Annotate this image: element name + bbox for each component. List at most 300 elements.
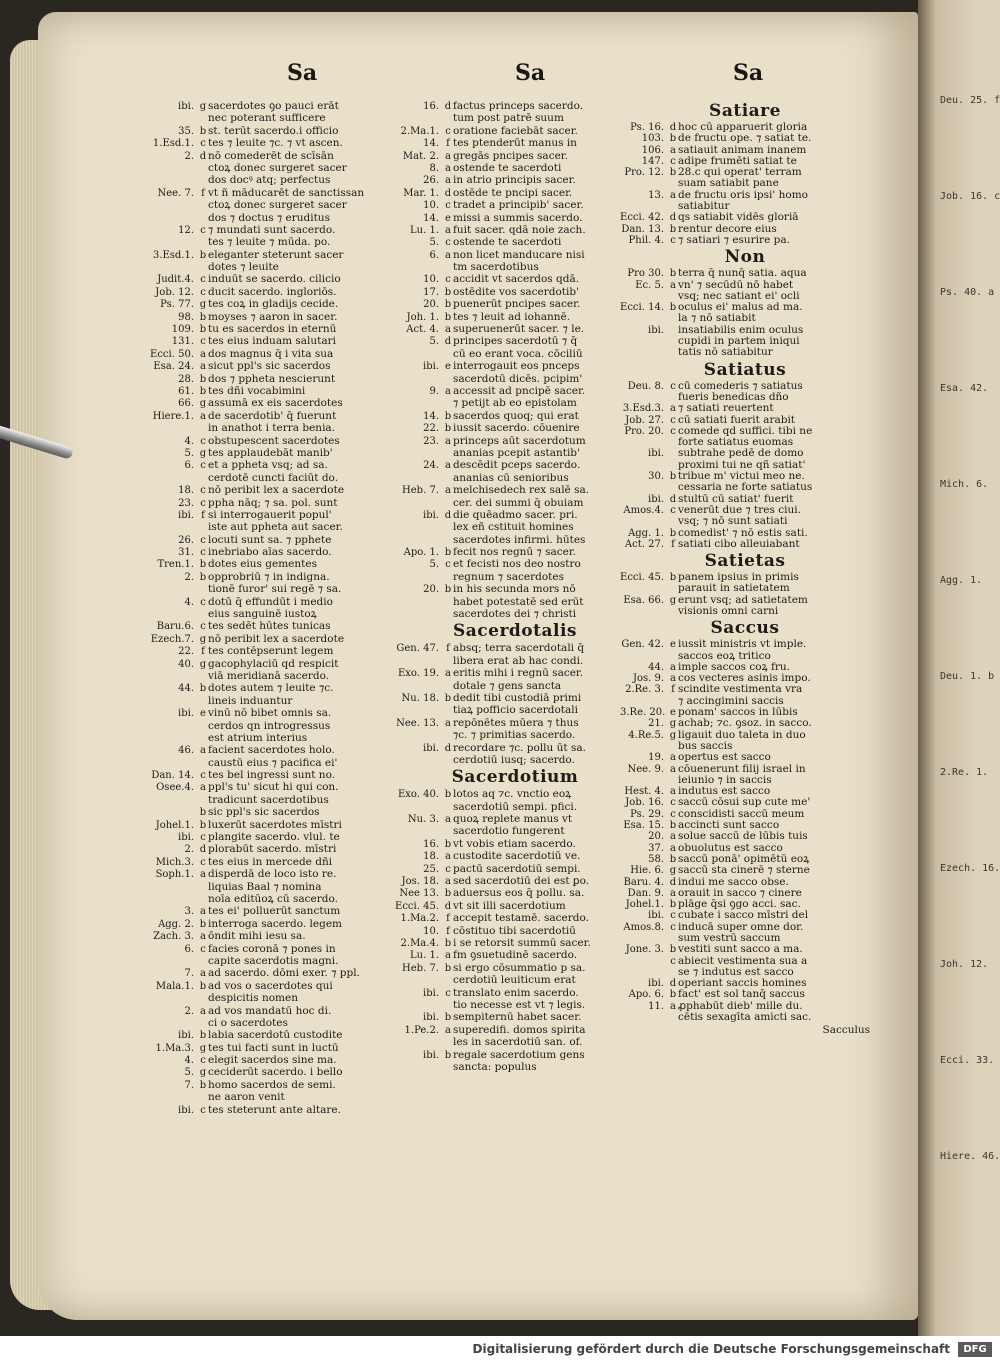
entry-letter: a [200, 1005, 206, 1017]
entry-letter: b [669, 820, 677, 832]
entry-letter: b [199, 125, 207, 137]
entry-text: dos ⁊ ppheta nescierunt [208, 372, 336, 385]
entry-text: cubate i sacco mīstri del [678, 910, 809, 922]
index-entry [150, 1091, 410, 1103]
entry-reference: 5. [429, 237, 439, 249]
entry-reference: 3.Esd.3. [622, 403, 664, 415]
entry-letter: b [199, 1030, 207, 1042]
entry-text: la ⁊ nō satiabit [678, 313, 756, 325]
entry-text: tes tui facti sunt in luctū [208, 1041, 339, 1054]
index-entry [620, 741, 870, 752]
entry-reference: 20. [423, 299, 439, 311]
entry-reference: 2. [184, 1005, 194, 1017]
entry-text: viā meridianā sacerdo. [208, 669, 330, 682]
entry-reference: 7. [184, 968, 194, 980]
entry-letter: c [200, 286, 206, 298]
entry-letter: a [670, 661, 676, 673]
entry-letter: b [444, 311, 452, 323]
entry-reference: 30. [648, 471, 664, 483]
entry-text: facies coronā ⁊ pones in [208, 942, 336, 955]
entry-letter: b [444, 423, 452, 435]
index-entry [395, 987, 635, 999]
entry-text: locuti sunt sa. ⁊ pphete [208, 533, 332, 546]
entry-text: vinū nō bibet omnis sa. [208, 707, 332, 720]
index-entry [620, 426, 870, 437]
index-entry [395, 974, 635, 986]
entry-text: opertus est sacco [678, 752, 771, 764]
entry-text: puenerūt pncipes sacer. [453, 298, 581, 311]
entry-text: ostende te sacerdoti [453, 161, 562, 174]
entry-text: tu es sacerdos in eternū [208, 323, 337, 336]
entry-text: induūt se sacerdo. cilicio [208, 273, 341, 286]
entry-reference: 46. [178, 745, 194, 757]
index-entry [150, 546, 410, 558]
entry-text: fm ꝯsuetudinē sacerdo. [453, 949, 578, 962]
entry-letter: d [444, 900, 452, 912]
entry-text: pactū sacerdotiū sempi. [453, 862, 581, 875]
entry-reference: Agg. 2. [158, 918, 194, 930]
entry-reference: 14. [423, 212, 439, 224]
entry-text: inducā super omne dor. [678, 921, 804, 933]
index-entry [620, 606, 870, 617]
entry-reference: Nee. 7. [157, 187, 194, 199]
entry-reference: Ps. 29. [630, 808, 664, 820]
entry-reference: Esa. 15. [623, 820, 664, 832]
column-2 [395, 100, 635, 1073]
index-entry [620, 684, 870, 695]
index-entry [620, 494, 870, 505]
entry-reference: 28. [178, 373, 194, 385]
entry-text: qs satiabit vidēs gloriā [678, 212, 799, 224]
page-head-left: Sa [287, 60, 318, 86]
entry-letter: c [200, 224, 206, 236]
index-rubric: Satiatus [703, 359, 787, 380]
entry-letter: a [445, 385, 451, 397]
entry-text: dotale ⁊ gens sancta [453, 679, 562, 692]
index-entry [150, 435, 410, 447]
entry-text: cerdotiū leuiticum erat [453, 974, 576, 987]
index-entry [620, 201, 870, 212]
index-entry [150, 273, 410, 285]
entry-text: vsq; ⁊ nō sunt satiati [678, 516, 788, 528]
entry-reference: Amos.8. [623, 921, 664, 933]
index-entry [150, 360, 410, 372]
entry-letter: c [670, 234, 676, 246]
index-entry [620, 956, 870, 967]
index-entry [395, 224, 635, 236]
entry-reference: 18. [423, 851, 439, 863]
index-entry [150, 608, 410, 620]
entry-letter: b [199, 571, 207, 583]
entry-text: tes applaudebāt manib' [208, 446, 333, 459]
index-entry [395, 335, 635, 347]
entry-text: plorabūt sacerdo. mīstri [208, 843, 337, 856]
index-entry [395, 125, 635, 137]
entry-reference: Dan. 9. [627, 887, 664, 899]
entry-text: vt ñ māducarēt de sanctissan [208, 186, 365, 199]
index-entry [395, 249, 635, 261]
entry-reference: Mich.3. [155, 856, 194, 868]
entry-letter: c [445, 559, 451, 571]
entry-text: ad vos o sacerdotes qui [208, 979, 333, 992]
index-entry [395, 150, 635, 162]
entry-letter: a [670, 279, 676, 291]
index-entry [150, 744, 410, 756]
entry-reference: 3.Re. 20. [620, 707, 666, 719]
index-entry [620, 843, 870, 854]
entry-reference: Jos. 9. [632, 673, 664, 685]
index-entry [395, 875, 635, 887]
entry-reference: Job. 12. [155, 286, 194, 298]
index-entry [620, 302, 870, 313]
index-entry [395, 962, 635, 974]
entry-reference: Dan. 13. [621, 223, 664, 235]
entry-text: non licet manducare nisi [453, 248, 585, 261]
facing-page-fragment: Ezech. 16. [940, 863, 1000, 874]
entry-reference: ibi. [423, 1012, 439, 1024]
entry-text: ⁊ satiari ⁊ esurire pa. [678, 234, 790, 246]
index-entry [395, 717, 635, 729]
entry-reference: Ec. 5. [635, 279, 664, 291]
index-entry [395, 788, 635, 800]
entry-letter: b [669, 268, 677, 280]
entry-letter: b [669, 167, 677, 179]
entry-text: ppl's tu' sicut hi qui con. [208, 781, 339, 794]
index-entry [150, 918, 410, 930]
entry-letter: c [445, 125, 451, 137]
entry-reference: 1.Ma.2. [400, 913, 439, 925]
index-entry [620, 978, 870, 989]
entry-text: est atrium interius [208, 731, 308, 744]
entry-text: obuolutus est sacco [678, 842, 783, 854]
entry-letter: c [445, 987, 451, 999]
entry-reference: Johel.1. [155, 819, 194, 831]
index-entry [150, 967, 410, 979]
entry-text: 28.c qui operat' terram [678, 167, 802, 179]
index-entry [150, 583, 410, 595]
entry-text: comedist' ⁊ nō estis sati. [678, 527, 808, 539]
entry-reference: 25. [423, 863, 439, 875]
entry-letter: f [671, 684, 675, 696]
entry-text: repōnētes mūera ⁊ thus [453, 716, 579, 729]
entry-text: dotes eius gementes [208, 558, 317, 571]
entry-reference: ibi. [648, 978, 664, 990]
facing-page-fragment: Deu. 25. f [940, 95, 1000, 106]
entry-reference: 3. [184, 906, 194, 918]
entry-letter: f [446, 913, 450, 925]
entry-text: labia sacerdotū custodite [208, 1029, 343, 1042]
entry-letter: a [445, 150, 451, 162]
index-entry [150, 187, 410, 199]
entry-reference: ibi. [648, 910, 664, 922]
index-entry [395, 323, 635, 335]
entry-text: sancta: populus [453, 1060, 537, 1073]
index-entry [150, 757, 410, 769]
entry-text: tatis nō satiabitur [678, 347, 773, 359]
index-entry [395, 137, 635, 149]
index-entry [620, 460, 870, 471]
entry-text: saccū cōsui sup cute me' [678, 797, 811, 809]
entry-letter: g [199, 299, 207, 311]
entry-letter: b [199, 807, 207, 819]
entry-letter: a [670, 144, 676, 156]
entry-text: sacerdotes dei ⁊ christi [453, 608, 577, 621]
entry-text: stultū cū satiat' fuerit [678, 493, 794, 505]
entry-letter: f [201, 509, 205, 521]
entry-text: tionē furor' sui regē ⁊ sa. [208, 583, 342, 596]
entry-letter: a [445, 175, 451, 187]
entry-text: vt sit illi sacerdotium [453, 899, 566, 912]
entry-letter: a [445, 717, 451, 729]
entry-letter: a [445, 435, 451, 447]
entry-text: princeps aūt sacerdotum [453, 434, 586, 447]
entry-reference: Ps. 16. [630, 122, 664, 133]
entry-reference: 11. [648, 1000, 664, 1012]
entry-letter: a [200, 745, 206, 757]
entry-text: dos magnus q̄ i vita sua [208, 347, 334, 360]
index-entry [395, 887, 635, 899]
index-entry [150, 658, 410, 670]
entry-letter: c [200, 274, 206, 286]
entry-letter: g [669, 718, 677, 730]
entry-text: dos ⁊ doctus ⁊ eruditus [208, 211, 330, 224]
entry-text: orauit in sacco ⁊ cinere [678, 887, 802, 899]
entry-reference: 5. [184, 447, 194, 459]
entry-letter: c [445, 274, 451, 286]
entry-reference: 14. [423, 410, 439, 422]
entry-letter: c [200, 460, 206, 472]
entry-letter: a [200, 410, 206, 422]
entry-text: accepit testamē. sacerdo. [453, 912, 589, 925]
index-entry [150, 534, 410, 546]
entry-text: quoꝝ replete manus vt [453, 813, 573, 826]
entry-reference: Tren.1. [157, 559, 194, 571]
entry-letter: g [669, 865, 677, 877]
index-entry [150, 1017, 410, 1029]
entry-letter: f [446, 138, 450, 150]
entry-letter: a [445, 668, 451, 680]
entry-letter: b [669, 944, 677, 956]
entry-text: insatiabilis enim oculus [678, 324, 804, 336]
entry-reference: 44. [648, 661, 664, 673]
entry-text: regale sacerdotium gens [453, 1048, 585, 1061]
index-entry [150, 930, 410, 942]
entry-text: ⁊c. ⁊ primitias sacerdo. [453, 729, 576, 742]
entry-text: nō peribit lex a sacerdote [208, 632, 345, 645]
entry-letter: a [445, 249, 451, 261]
entry-letter: c [670, 380, 676, 392]
index-entry [150, 497, 410, 509]
index-entry [620, 967, 870, 978]
index-entry [395, 1061, 635, 1073]
index-entry [620, 696, 870, 707]
index-entry [395, 422, 635, 434]
entry-text: tes coꝝ in gladijs cecide. [208, 298, 339, 311]
index-entry [150, 286, 410, 298]
entry-text: st. terūt sacerdo.i officio [208, 124, 339, 137]
entry-reference: 23. [423, 435, 439, 447]
entry-text: de fructu ope. ⁊ satiat te. [678, 133, 812, 145]
index-entry [150, 323, 410, 335]
entry-letter: a [670, 673, 676, 685]
entry-letter: a [670, 887, 676, 899]
footer-credit: Digitalisierung gefördert durch die Deutsche Forschungsgemeinschaft [472, 1342, 950, 1356]
index-entry [395, 286, 635, 298]
entry-letter: a [670, 189, 676, 201]
index-entry [150, 943, 410, 955]
entry-text: conscidisti saccū meum [678, 808, 805, 820]
index-entry [620, 989, 870, 1000]
index-entry [150, 769, 410, 781]
index-entry [150, 459, 410, 471]
entry-text: missi a summis sacerdo. [453, 211, 583, 224]
entry-reference: 66. [178, 398, 194, 410]
entry-text: sum vestrū saccum [678, 933, 781, 944]
entry-letter: b [444, 692, 452, 704]
entry-reference: Heb. 7. [402, 962, 439, 974]
entry-text: fecit nos regnū ⁊ sacer. [453, 546, 577, 559]
entry-letter: d [444, 101, 452, 112]
entry-text: cū comederis ⁊ satiatus [678, 380, 803, 392]
index-entry [395, 100, 635, 112]
entry-text: tum post patrē suum [453, 112, 564, 125]
entry-letter: f [201, 187, 205, 199]
entry-reference: Ecci. 42. [620, 212, 664, 224]
entry-text: operiant saccis homines [678, 978, 807, 990]
index-entry [150, 633, 410, 645]
entry-letter: e [200, 708, 206, 720]
index-entry [620, 572, 870, 583]
entry-reference: 2. [184, 571, 194, 583]
index-entry [150, 112, 410, 124]
index-entry [150, 385, 410, 397]
column-1 [150, 100, 410, 1116]
index-entry [620, 583, 870, 594]
entry-letter: b [444, 1012, 452, 1024]
index-entry [150, 645, 410, 657]
index-entry [150, 1029, 410, 1041]
entry-text: tes contēpserunt legem [208, 645, 334, 658]
index-entry [395, 509, 635, 521]
index-entry [395, 742, 635, 754]
entry-letter: g [199, 1042, 207, 1054]
index-entry [620, 471, 870, 482]
entry-reference: Lu. 1. [410, 950, 439, 962]
entry-letter: a [445, 851, 451, 863]
page-head-right: Sa [733, 60, 764, 86]
entry-text: cōuenerunt filij israel in [678, 763, 806, 775]
index-entry [620, 482, 870, 493]
index-entry [150, 670, 410, 682]
entry-text: ci o sacerdotes [208, 1016, 288, 1029]
entry-reference: Pro. 20. [624, 425, 664, 437]
entry-reference: Dan. 14. [151, 770, 194, 782]
entry-reference: Nu. 18. [401, 692, 439, 704]
index-entry [620, 922, 870, 933]
index-entry [395, 583, 635, 595]
entry-text: ostēdite vos sacerdotib' [453, 285, 579, 298]
entry-text: ceciderūt sacerdo. i bello [208, 1066, 343, 1079]
entry-reference: 10. [423, 200, 439, 212]
entry-reference: Joh. 1. [406, 311, 439, 323]
index-entry [395, 863, 635, 875]
index-entry [620, 539, 870, 550]
entry-text: obstupescent sacerdotes [208, 434, 340, 447]
index-entry [150, 1079, 410, 1091]
index-entry [620, 910, 870, 921]
entry-text: tes bel ingressi sunt no. [208, 769, 336, 782]
entry-text: dotes autem ⁊ leuite ⁊c. [208, 682, 334, 695]
entry-reference: Mar. 1. [403, 187, 439, 199]
index-entry [150, 335, 410, 347]
entry-letter: b [669, 527, 677, 539]
index-entry [150, 868, 410, 880]
entry-text: saccū sta cinerē ⁊ sterne [678, 865, 810, 877]
entry-text: parauit in satietatem [678, 583, 790, 595]
entry-reference: 147. [641, 155, 664, 167]
entry-letter: a [200, 361, 206, 373]
index-entry [395, 348, 635, 360]
entry-reference: ibi. [178, 1104, 194, 1116]
entry-text: terra q̄ nunq̄ satia. aqua [678, 268, 807, 280]
entry-text: sempiternū habet sacer. [453, 1011, 582, 1024]
entry-text: cessaria ne forte satiatus [678, 482, 813, 494]
index-entry [620, 865, 870, 876]
index-entry [620, 313, 870, 324]
index-entry [620, 325, 870, 336]
index-entry [150, 893, 410, 905]
index-entry [395, 813, 635, 825]
entry-text: dedit tibi custodiā primi [453, 691, 582, 704]
entry-letter: b [444, 938, 452, 949]
entry-letter: b [444, 1049, 452, 1061]
index-entry [395, 667, 635, 679]
entry-text: ligauit duo taleta in duo [678, 729, 806, 741]
index-entry [150, 162, 410, 174]
entry-text: sacerdotū dicēs. pcipim' [453, 372, 583, 385]
index-entry [620, 797, 870, 808]
entry-reference: Pro. 12. [624, 167, 664, 179]
entry-text: dos docꝰ atq; perfectus [208, 174, 331, 187]
entry-text: vn' ⁊ secūdū nō habet [678, 279, 794, 291]
index-entry [150, 261, 410, 273]
entry-letter: f [201, 646, 205, 658]
entry-letter: b [444, 789, 452, 801]
entry-letter: a [445, 224, 451, 236]
index-entry [620, 133, 870, 144]
index-entry [395, 1036, 635, 1048]
entry-letter: b [444, 547, 452, 559]
entry-reference: 106. [641, 144, 664, 156]
entry-reference: 2.Re. 3. [625, 684, 664, 696]
index-entry [395, 187, 635, 199]
index-entry [150, 843, 410, 855]
entry-text: plāge q̄si ꝯgo acci. sac. [678, 899, 801, 911]
entry-letter: a [445, 324, 451, 336]
entry-letter: c [200, 943, 206, 955]
entry-reference: 40. [178, 658, 194, 670]
entry-reference: 6. [184, 460, 194, 472]
entry-letter: c [670, 921, 676, 933]
entry-text: satiabitur [678, 201, 730, 213]
entry-reference: 37. [648, 842, 664, 854]
entry-reference: Mat. 2. [402, 150, 439, 162]
index-entry [150, 373, 410, 385]
entry-letter: b [199, 373, 207, 385]
index-entry [150, 1066, 410, 1078]
entry-letter: a [445, 814, 451, 826]
entry-letter: d [669, 212, 677, 224]
